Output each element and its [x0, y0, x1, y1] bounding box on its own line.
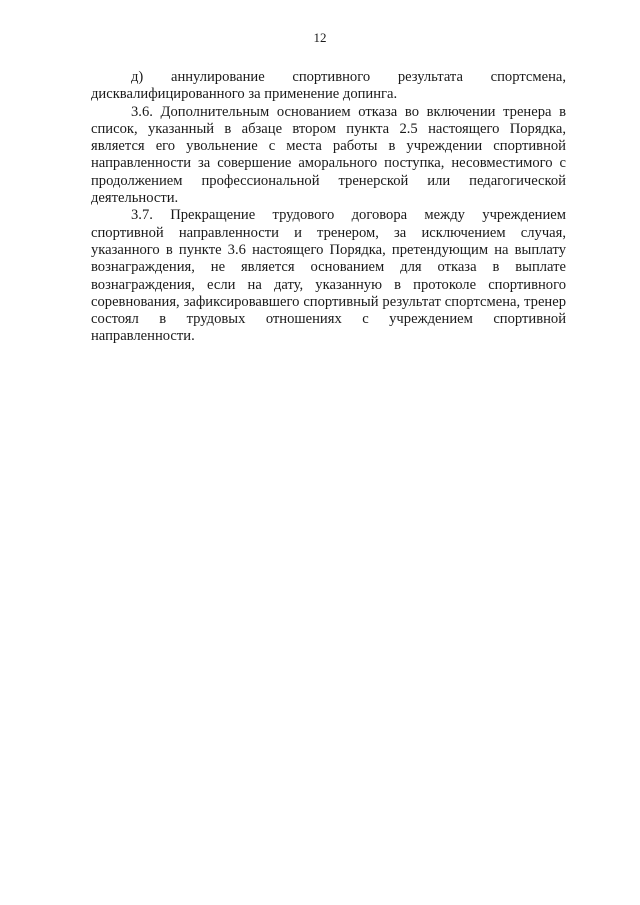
paragraph-item-d: д) аннулирование спортивного результата спортсмена, дисквалифицированного за применение допинга. [91, 69, 566, 103]
paragraph-3-7: 3.7. Прекращение трудового договора между учреждением спортивной направленности и тренером, за исключением случая, указанного в пункте 3.6 настоящего Порядка, претендующим на выплату вознаграждения, не является основанием для отказа в выплате вознаграждения, если на дату, указанную в протоколе спортивного соревнования, зафиксировавшего спортивный результат спортсмена, тренер состоял в трудовых отношениях с учреждением спортивной направленности. [91, 207, 566, 345]
paragraph-3-6: 3.6. Дополнительным основанием отказа во включении тренера в список, указанный в абзаце втором пункта 2.5 настоящего Порядка, является его увольнение с места работы в учреждении спортивной направленности за совершение аморального поступка, несовместимого с продолжением профессиональной тренерской или педагогической деятельности. [91, 103, 566, 207]
document-body [91, 69, 566, 346]
page-number: 12 [313, 30, 327, 45]
